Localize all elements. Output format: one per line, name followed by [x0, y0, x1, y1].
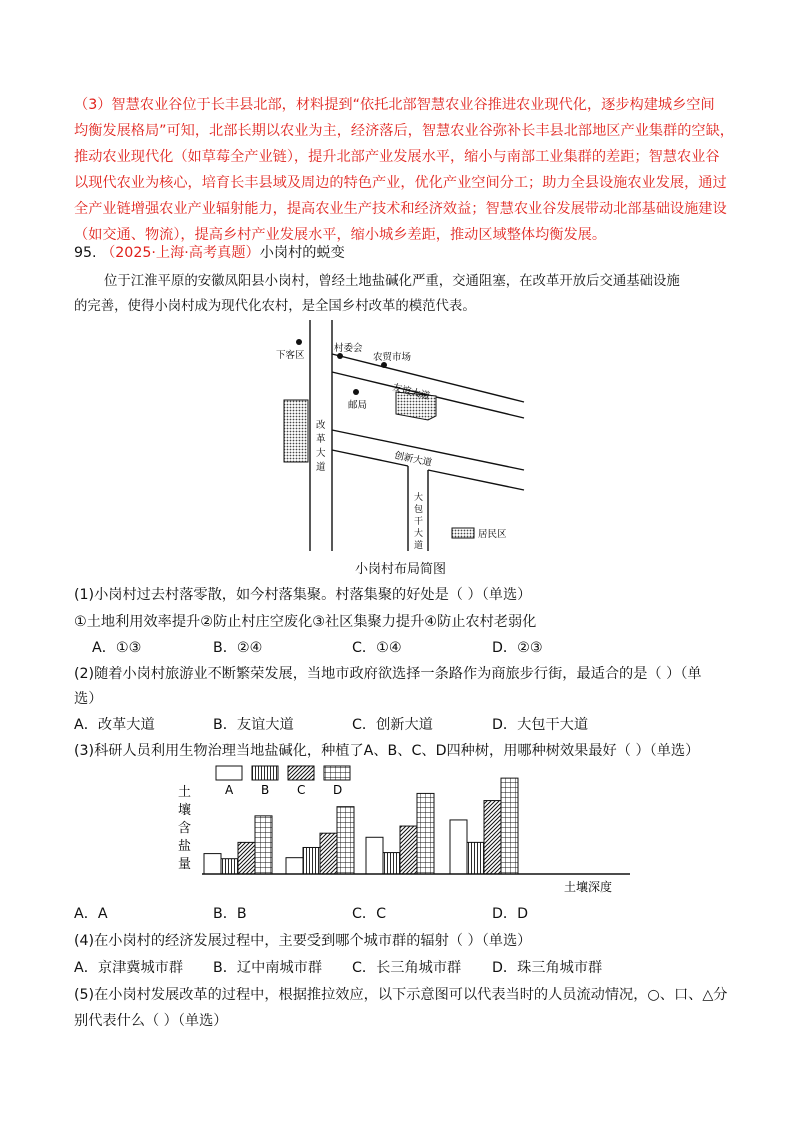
intro-line: 位于江淮平原的安徽凤阳县小岗村，曾经土地盐碱化严重，交通阻塞，在改革开放后交通基础设施	[104, 274, 680, 289]
ylabel-char: 土	[178, 785, 192, 800]
q4-option[interactable]: B．辽中南城市群	[213, 960, 323, 976]
legend-swatch-C	[288, 766, 314, 780]
bar-D-1	[255, 816, 272, 874]
q3-option[interactable]: D．D	[492, 906, 529, 922]
legend-swatch-D	[324, 766, 350, 780]
bar-A-1	[204, 854, 221, 874]
q4-stem: (4)在小岗村的经济发展过程中，主要受到哪个城市群的辐射（ ）（单选）	[74, 933, 532, 949]
svg-text:革: 革	[316, 434, 326, 445]
ylabel-char: 盐	[178, 839, 192, 854]
legend-label-B: B	[261, 783, 270, 797]
bar-C-2	[320, 833, 337, 874]
svg-text:大: 大	[316, 448, 326, 459]
ylabel-char: 壤	[178, 803, 192, 818]
legend-label: 居民区	[478, 529, 507, 540]
bar-A-4	[450, 820, 467, 874]
q3-stem: (3)科研人员利用生物治理当地盐碱化，种植了A、B、C、D四种树，用哪种树效果最好（ ）（单选）	[74, 743, 700, 759]
q1-option[interactable]: D．②③	[492, 640, 543, 656]
bar-B-4	[467, 842, 484, 874]
bar-C-3	[400, 826, 417, 874]
answer-line: 以现代农业为核心，培育长丰县域及周边的特色产业，优化产业空间分工；助力全县设施农业发展，通过	[74, 175, 727, 191]
bar-D-2	[337, 807, 354, 874]
answer-line: 推动农业现代化（如草莓全产业链），提升北部产业发展水平，缩小与南部工业集群的差距；智慧农业谷	[74, 149, 720, 165]
q1-option[interactable]: C．①④	[352, 640, 402, 656]
q2-option[interactable]: B．友谊大道	[213, 717, 294, 733]
q1-stem: (1)小岗村过去村落零散，如今村落集聚。村落集聚的好处是（ ）（单选）	[74, 587, 532, 603]
youju-point	[353, 389, 359, 395]
bar-D-3	[417, 793, 434, 874]
answer-line: （如交通、物流），提高乡村产业发展水平，缩小城乡差距，推动区域整体均衡发展。	[74, 227, 607, 243]
bar-D-4	[501, 778, 518, 874]
question-title: 小岗村的蜕变	[259, 245, 345, 261]
q2-option[interactable]: D．大包干大道	[492, 717, 589, 733]
q3-option[interactable]: A．A	[74, 906, 108, 922]
q1-option[interactable]: A．①③	[92, 640, 142, 656]
legend-label-C: C	[297, 783, 306, 797]
bar-B-3	[383, 853, 400, 874]
ylabel-char: 量	[178, 857, 192, 872]
question-number: 95.	[74, 245, 97, 261]
legend-swatch	[452, 528, 474, 538]
label-youju: 邮局	[348, 400, 368, 411]
label-gaige	[316, 419, 326, 473]
question-source: （2025·上海·高考真题）	[101, 245, 260, 261]
map-caption: 小岗村布局简图	[355, 562, 447, 577]
svg-text:干: 干	[414, 517, 424, 527]
legend-swatch-B	[252, 766, 278, 780]
bar-B-2	[303, 847, 320, 874]
bar-A-3	[366, 837, 383, 874]
q5-stem: 别代表什么（ ）（单选）	[74, 1013, 228, 1029]
legend-swatch-A	[216, 766, 242, 780]
xiakequ-point	[296, 339, 302, 345]
q3-option[interactable]: C．C	[352, 906, 387, 922]
q2-stem: 选）	[74, 691, 103, 707]
bar-C-1	[238, 842, 255, 874]
label-youyi: 友谊大道	[391, 382, 431, 403]
q5-stem: (5)在小岗村发展改革的过程中，根据推拉效应，以下示意图可以代表当时的人员流动情况，○、口、△分	[74, 987, 728, 1003]
bar-C-4	[484, 801, 501, 874]
label-dabaogan	[414, 491, 423, 551]
legend-label-A: A	[225, 783, 234, 797]
svg-text:道: 道	[316, 462, 326, 473]
q4-option[interactable]: C．长三角城市群	[352, 960, 462, 976]
q2-option[interactable]: C．创新大道	[352, 717, 433, 733]
q1-option[interactable]: B．②④	[213, 640, 263, 656]
q2-stem: (2)随着小岗村旅游业不断繁荣发展，当地市政府欲选择一条路作为商旅步行街，最适合的是（ ）（单	[74, 666, 702, 682]
svg-text:大: 大	[414, 529, 424, 539]
svg-text:大: 大	[414, 493, 424, 503]
svg-text:道: 道	[414, 541, 424, 551]
answer-line: 均衡发展格局”可知，北部长期以农业为主，经济落后，智慧农业谷弥补长丰县北部地区产业集群的空缺，	[74, 123, 734, 139]
legend-label-D: D	[333, 783, 343, 797]
intro-line: 的完善，使得小岗村成为现代化农村，是全国乡村改革的模范代表。	[74, 299, 476, 314]
chart-bars	[204, 778, 518, 874]
answer-line: 全产业链增强农业产业辐射能力，提高农业生产技术和经济效益；智慧农业谷发展带动北部基础设施建设	[74, 201, 727, 217]
bar-A-2	[286, 858, 303, 874]
chart-ylabel	[178, 784, 191, 872]
salt-chart	[170, 762, 650, 898]
label-nongmao: 农贸市场	[373, 352, 412, 363]
label-xiakequ: 下客区	[276, 350, 305, 361]
residential-area	[284, 400, 308, 462]
label-chuangxin: 创新大道	[393, 450, 433, 469]
svg-text:改: 改	[316, 420, 326, 431]
q1-items: ①土地利用效率提升②防止村庄空废化③社区集聚力提升④防止农村老弱化	[74, 614, 537, 630]
question-header	[74, 242, 345, 262]
q4-option[interactable]: A．京津冀城市群	[74, 960, 184, 976]
chart-xlabel: 土壤深度	[564, 880, 613, 894]
label-cunweihui: 村委会	[334, 343, 363, 354]
ylabel-char: 含	[178, 821, 192, 836]
q2-option[interactable]: A．改革大道	[74, 717, 155, 733]
answer-line: （3）智慧农业谷位于长丰县北部，材料提到“依托北部智慧农业谷推进农业现代化，逐步构建城乡空间	[74, 97, 715, 113]
chart-legend	[216, 766, 350, 797]
bar-B-1	[221, 859, 238, 874]
q4-option[interactable]: D．珠三角城市群	[492, 960, 603, 976]
svg-text:包: 包	[414, 505, 424, 515]
q3-option[interactable]: B．B	[213, 906, 247, 922]
village-layout-map	[268, 316, 538, 551]
